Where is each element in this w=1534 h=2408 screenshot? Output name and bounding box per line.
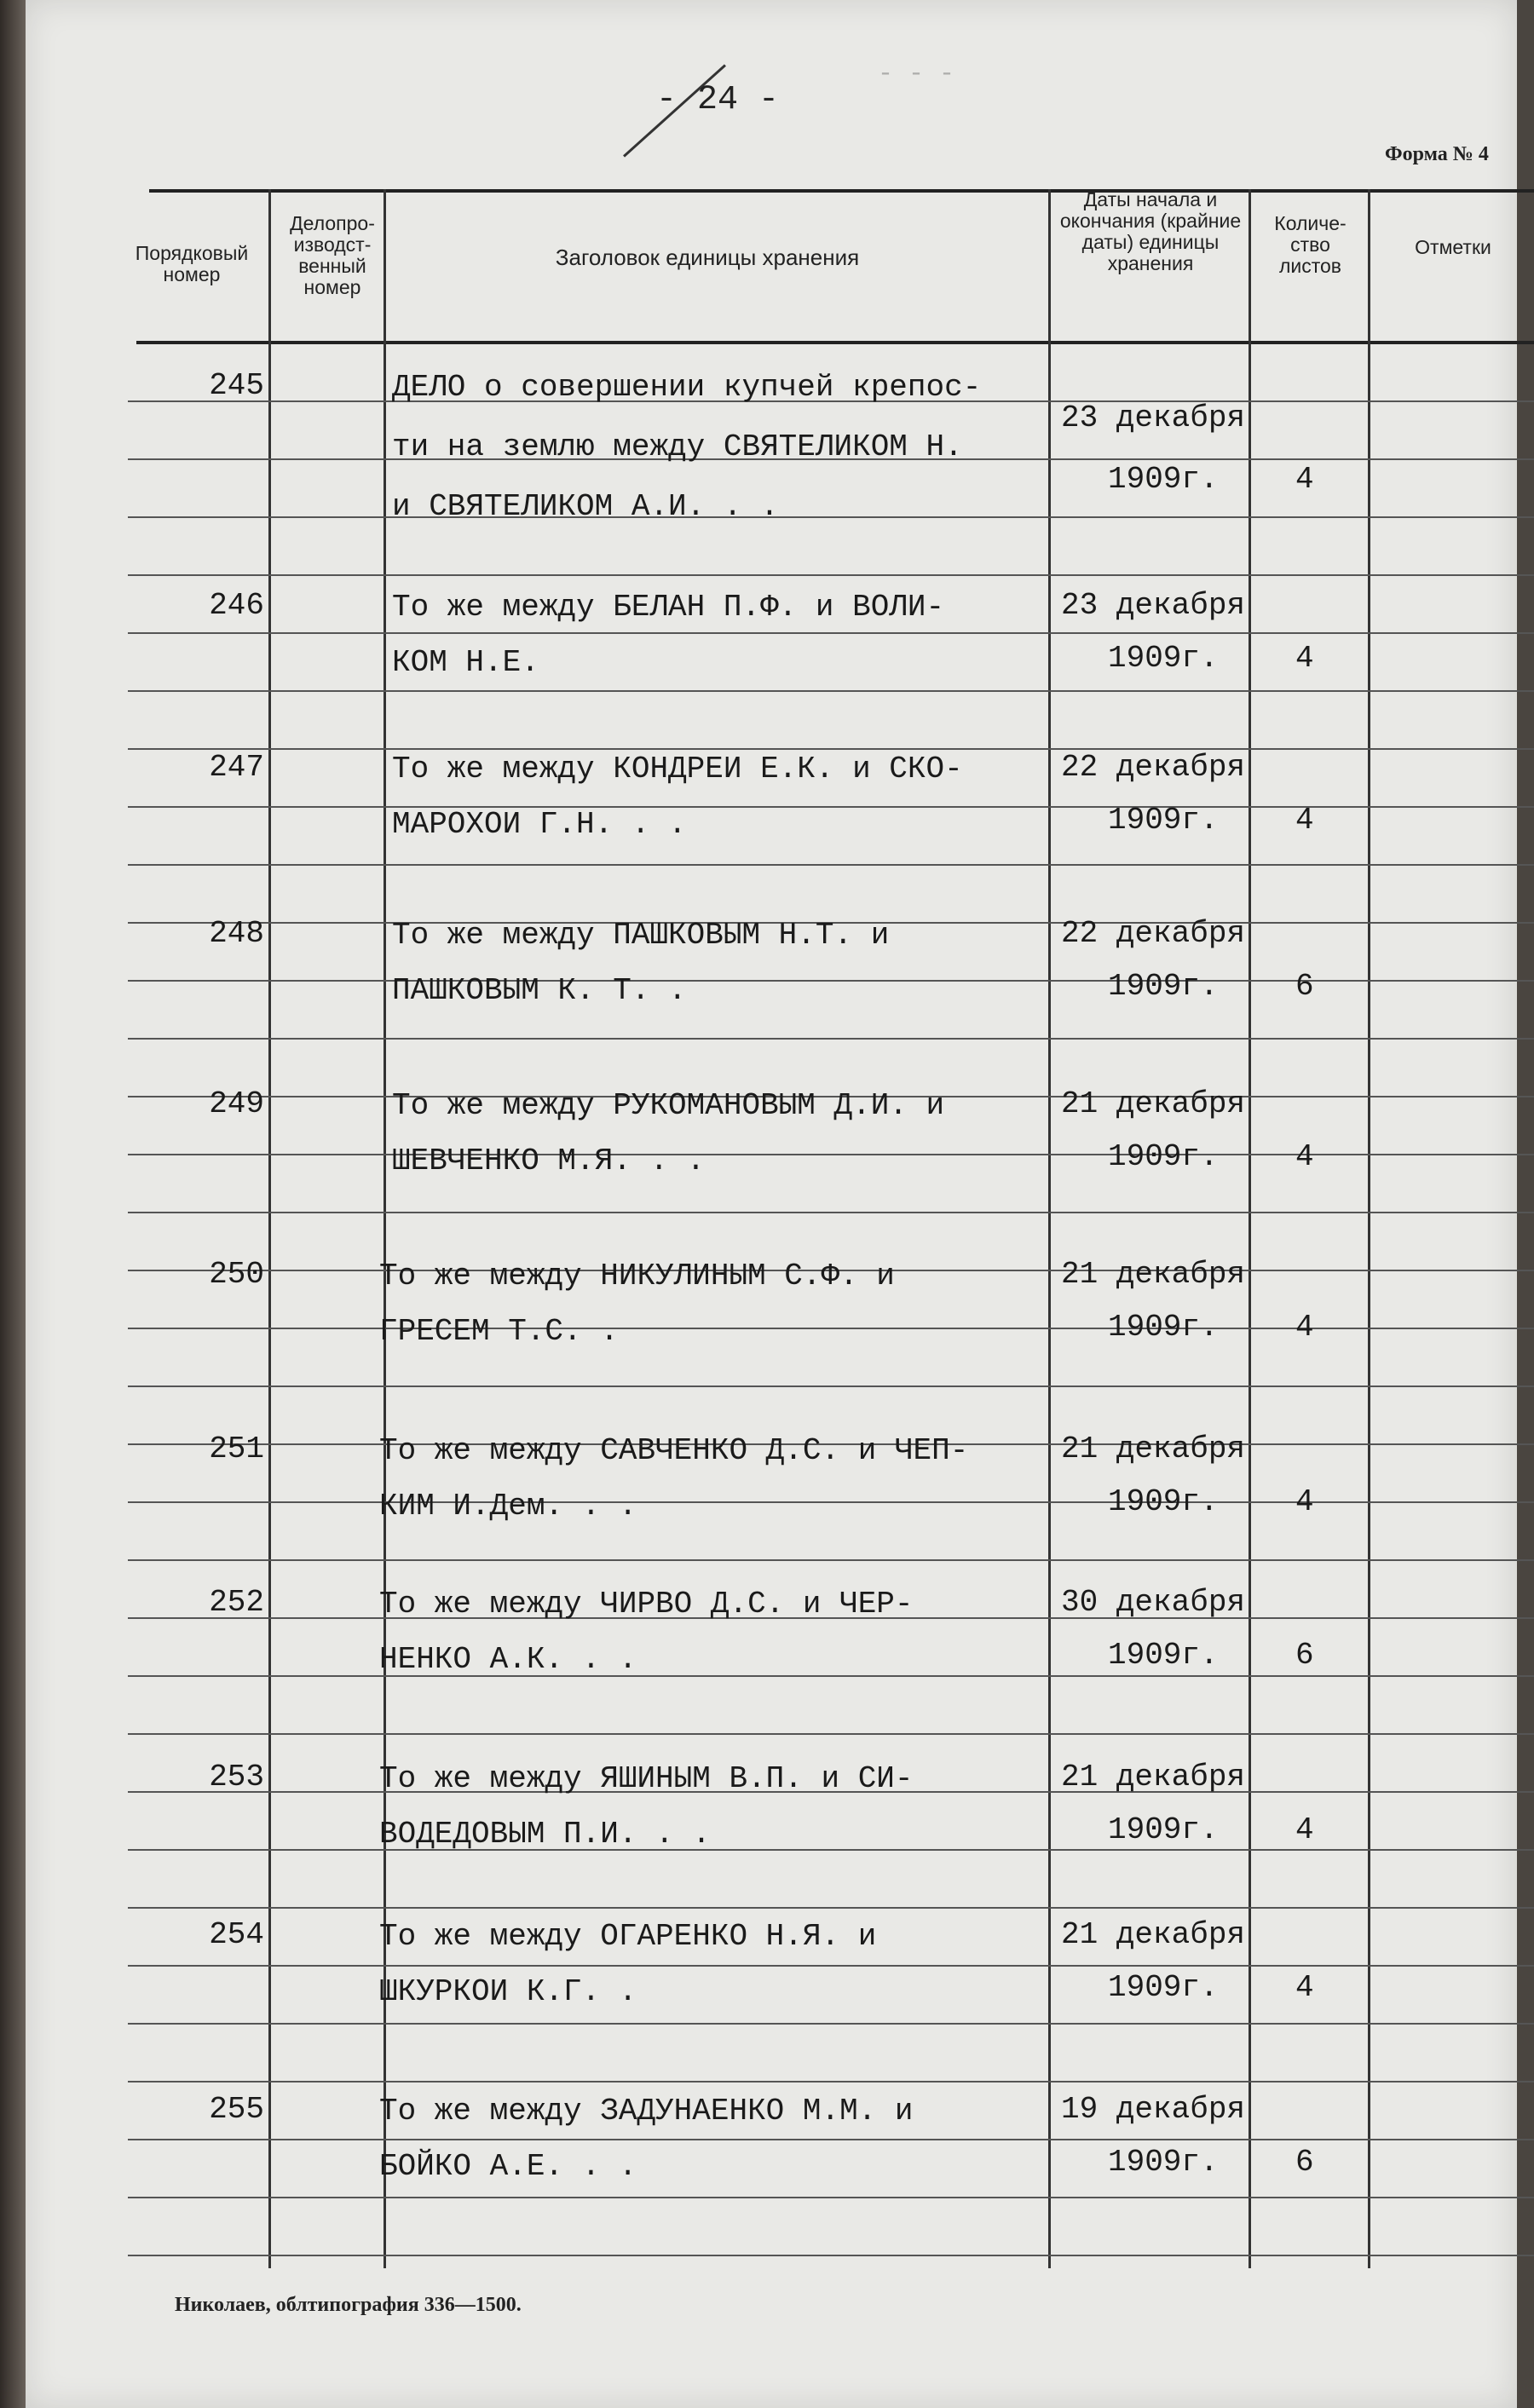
entry-number: 250 [209, 1257, 264, 1292]
header-case-number: Делопро-изводст-венный номер [290, 212, 375, 298]
entry-number: 251 [209, 1432, 264, 1466]
entry-number: 253 [209, 1760, 264, 1794]
row-rule [128, 1965, 1534, 1967]
row-rule [128, 1212, 1534, 1213]
row-rule [128, 1675, 1534, 1677]
header-top-rule [149, 189, 1534, 193]
entry-sheet-count: 4 [1295, 803, 1314, 838]
entry-year: 1909г. [1108, 969, 1219, 1004]
entry-sheet-count: 4 [1295, 1484, 1314, 1519]
row-rule [128, 1385, 1534, 1387]
entry-title-line: То же между ЯШИНЫМ В.П. и СИ- [379, 1761, 914, 1796]
entry-title-line: и СВЯТЕЛИКОМ А.И. . . [392, 489, 779, 524]
entry-title-line: ШЕВЧЕНКО М.Я. . . [392, 1144, 706, 1178]
row-rule [128, 2081, 1534, 2083]
entry-sheet-count: 4 [1295, 1139, 1314, 1174]
entry-number: 249 [209, 1086, 264, 1121]
entry-date: 21 декабря [1061, 1917, 1246, 1952]
header-remarks: Отметки [1415, 236, 1491, 258]
column-divider [1048, 189, 1051, 2268]
row-rule [128, 632, 1534, 634]
entry-date: 21 декабря [1061, 1760, 1246, 1794]
entry-year: 1909г. [1108, 1484, 1219, 1519]
entry-year: 1909г. [1108, 1638, 1219, 1673]
row-rule [128, 1038, 1534, 1040]
header-order-number: Порядковый номер [135, 242, 249, 285]
entry-title-line: То же между РУКОМАНОВЫМ Д.И. и [392, 1088, 945, 1123]
entry-title-line: МАРОХОИ Г.Н. . . [392, 807, 687, 842]
entry-title-line: То же между КОНДРЕИ Е.К. и СКО- [392, 752, 963, 786]
entry-date: 21 декабря [1061, 1086, 1246, 1121]
entry-sheet-count: 4 [1295, 1970, 1314, 2005]
row-rule [128, 1907, 1534, 1909]
entry-year: 1909г. [1108, 1812, 1219, 1847]
row-rule [128, 1154, 1534, 1155]
row-rule [128, 1328, 1534, 1329]
row-rule [128, 1733, 1534, 1735]
entry-number: 252 [209, 1585, 264, 1620]
entry-year: 1909г. [1108, 641, 1219, 676]
row-rule [128, 574, 1534, 576]
entry-sheet-count: 4 [1295, 641, 1314, 676]
header-dates: Даты начала и окончания (крайние даты) единицы хранения [1059, 188, 1242, 274]
entry-sheet-count: 6 [1295, 2145, 1314, 2180]
column-divider [384, 189, 386, 2268]
entry-title-line: КОМ Н.Е. [392, 645, 539, 680]
entry-sheet-count: 4 [1295, 1812, 1314, 1847]
row-rule [128, 1559, 1534, 1561]
row-rule [128, 2197, 1534, 2198]
entry-title-line: ГРЕСЕМ Т.С. . [379, 1314, 619, 1349]
entry-title-line: КИМ И.Дем. . . [379, 1489, 637, 1524]
entry-number: 255 [209, 2092, 264, 2127]
row-rule [128, 516, 1534, 518]
entry-title-line: То же между ПАШКОВЫМ Н.Т. и [392, 918, 890, 953]
entry-number: 245 [209, 368, 264, 403]
header-sheet-count: Количе-ство листов [1274, 212, 1347, 277]
row-rule [128, 1501, 1534, 1503]
row-rule [128, 690, 1534, 692]
entry-date: 22 декабря [1061, 750, 1246, 785]
entry-date: 30 декабря [1061, 1585, 1246, 1620]
entry-year: 1909г. [1108, 803, 1219, 838]
entry-number: 248 [209, 916, 264, 951]
column-divider [268, 189, 271, 2268]
row-rule [128, 806, 1534, 808]
row-rule [128, 980, 1534, 982]
entry-date: 19 декабря [1061, 2092, 1246, 2127]
entry-title-line: ШКУРКОИ К.Г. . [379, 1974, 637, 2009]
entry-title-line: ти на землю между СВЯТЕЛИКОМ Н. [392, 429, 963, 464]
page-number: - 24 - [656, 81, 780, 119]
entry-title-line: НЕНКО А.К. . . [379, 1642, 637, 1677]
row-rule [128, 748, 1534, 750]
entry-title-line: ВОДЕДОВЫМ П.И. . . [379, 1817, 711, 1852]
column-divider [1368, 189, 1370, 2268]
row-rule [128, 864, 1534, 866]
entry-date: 23 декабря [1061, 400, 1246, 435]
row-rule [128, 2023, 1534, 2025]
entry-title-line: То же между ЗАДУНАЕНКО М.М. и [379, 2094, 914, 2129]
printer-footer: Николаев, облтипография 336—1500. [175, 2294, 522, 2316]
entry-number: 246 [209, 588, 264, 623]
book-spine-edge [0, 0, 26, 2408]
entry-sheet-count: 6 [1295, 1638, 1314, 1673]
column-divider [1249, 189, 1251, 2268]
entry-year: 1909г. [1108, 462, 1219, 497]
entry-title-line: То же между ЧИРВО Д.С. и ЧЕР- [379, 1587, 914, 1622]
entry-date: 21 декабря [1061, 1257, 1246, 1292]
entry-year: 1909г. [1108, 1310, 1219, 1345]
entry-sheet-count: 4 [1295, 1310, 1314, 1345]
row-rule [128, 1849, 1534, 1851]
entry-title-line: То же между ОГАРЕНКО Н.Я. и [379, 1919, 877, 1954]
entry-year: 1909г. [1108, 2145, 1219, 2180]
entry-number: 254 [209, 1917, 264, 1952]
entry-title-line: ДЕЛО о совершении купчей крепос- [392, 370, 982, 405]
entry-title-line: То же между НИКУЛИНЫМ С.Ф. и [379, 1259, 895, 1293]
row-rule [128, 2139, 1534, 2140]
entry-sheet-count: 6 [1295, 969, 1314, 1004]
entry-title-line: БОЙКО А.Е. . . [379, 2149, 637, 2184]
entry-title-line: То же между САВЧЕНКО Д.С. и ЧЕП- [379, 1433, 969, 1468]
entry-sheet-count: 4 [1295, 462, 1314, 497]
header-unit-title: Заголовок единицы хранения [555, 245, 860, 270]
entry-year: 1909г. [1108, 1139, 1219, 1174]
header-bottom-rule [136, 341, 1534, 344]
entry-number: 247 [209, 750, 264, 785]
document-page [26, 0, 1517, 2408]
entry-title-line: ПАШКОВЫМ К. Т. . [392, 973, 687, 1008]
form-label: Форма № 4 [1385, 143, 1489, 165]
entry-title-line: То же между БЕЛАН П.Ф. и ВОЛИ- [392, 590, 945, 625]
entry-year: 1909г. [1108, 1970, 1219, 2005]
row-rule [128, 2255, 1534, 2256]
entry-date: 22 декабря [1061, 916, 1246, 951]
faint-bleed-through-mark: - - - [878, 60, 955, 89]
entry-date: 23 декабря [1061, 588, 1246, 623]
entry-date: 21 декабря [1061, 1432, 1246, 1466]
